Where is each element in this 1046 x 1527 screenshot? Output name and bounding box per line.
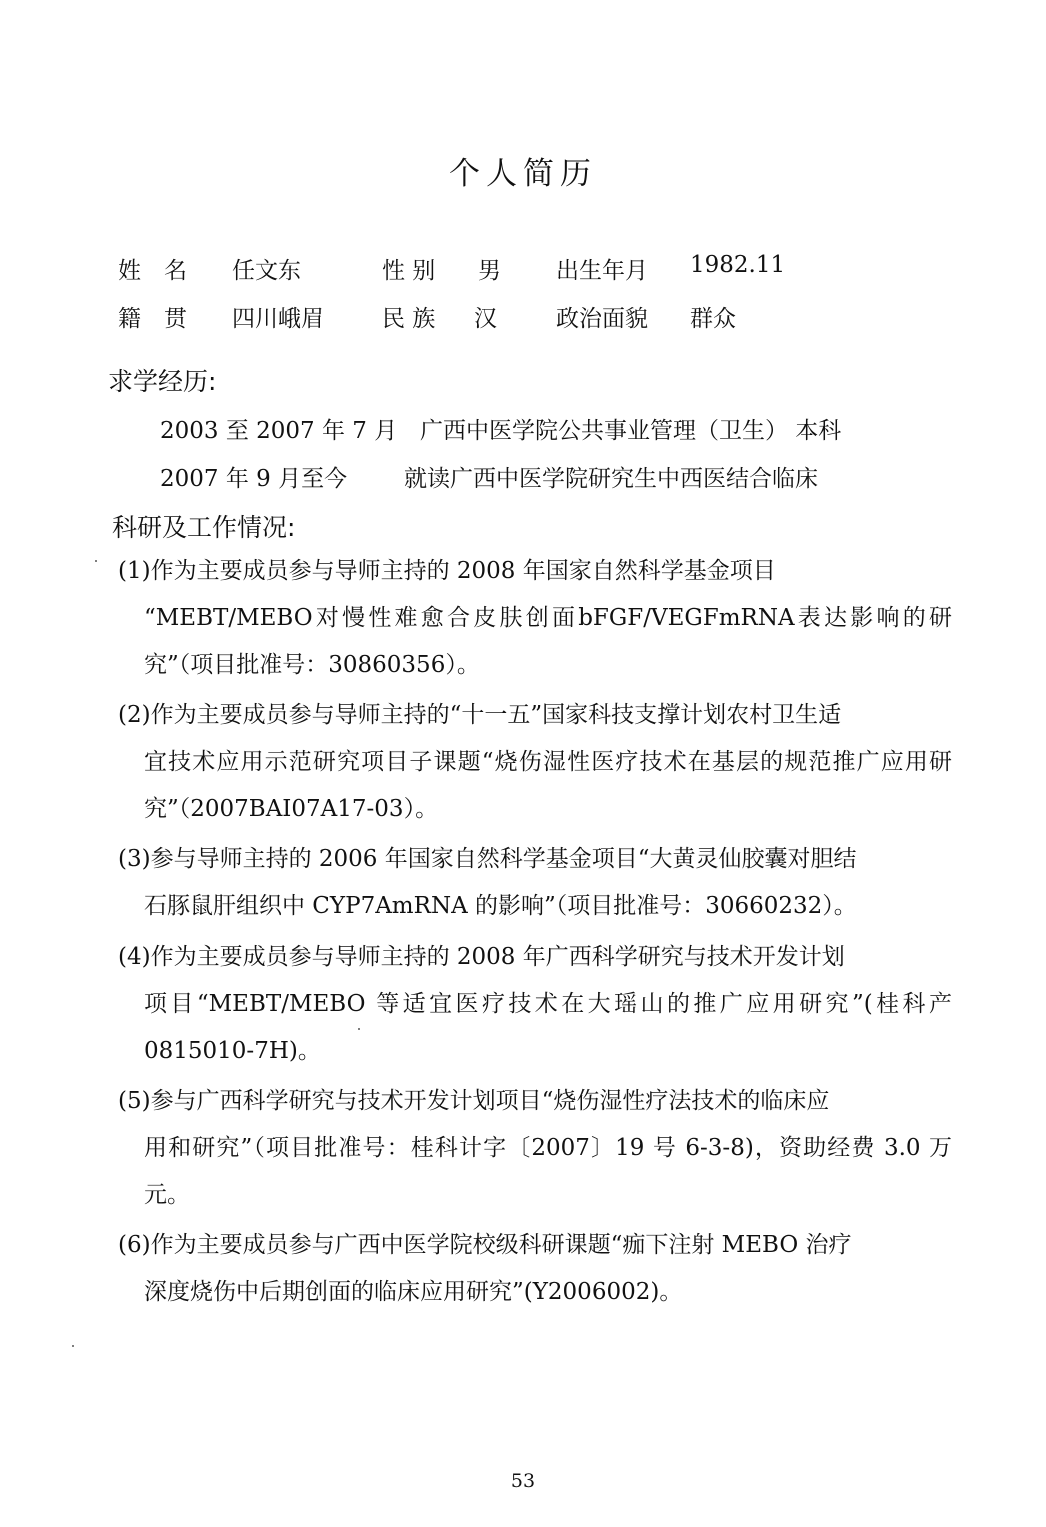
research-item-first-line: (5)参与广西科学研究与技术开发计划项目“烧伤湿性疗法技术的临床应 bbox=[118, 1088, 830, 1114]
education-period: 2003 至 2007 年 7 月 bbox=[160, 418, 398, 444]
birth-label: 出生年月 bbox=[556, 258, 648, 284]
scan-speck bbox=[358, 1028, 360, 1030]
birth-value: 1982.11 bbox=[690, 252, 786, 278]
research-item bbox=[118, 1078, 952, 1219]
research-heading: 科研及工作情况: bbox=[112, 513, 296, 542]
research-item-first-line: (6)作为主要成员参与广西中医学院校级科研课题“痂下注射 MEBO 治疗 bbox=[118, 1232, 852, 1258]
education-heading: 求学经历: bbox=[108, 367, 217, 396]
political-value: 群众 bbox=[690, 306, 736, 332]
page-title: 个人简历 bbox=[449, 156, 597, 192]
gender-label: 性 别 bbox=[382, 258, 436, 284]
scan-speck bbox=[72, 1345, 74, 1347]
research-item bbox=[118, 934, 952, 1075]
research-item-first-line: (2)作为主要成员参与导师主持的“十一五”国家科技支撑计划农村卫生适 bbox=[118, 702, 842, 728]
name-value: 任文东 bbox=[232, 258, 301, 284]
research-item bbox=[118, 836, 952, 930]
research-item-continuation: 项目“MEBT/MEBO 等适宜医疗技术在大瑶山的推广应用研究”(桂科产 0815010-7H)。 bbox=[144, 991, 952, 1064]
education-detail: 就读广西中医学院研究生中西医结合临床 bbox=[404, 466, 818, 492]
research-item-continuation: 深度烧伤中后期创面的临床应用研究”(Y2006002)。 bbox=[144, 1279, 683, 1305]
name-label: 姓 名 bbox=[118, 258, 187, 284]
page-number: 53 bbox=[510, 1470, 536, 1492]
research-item-continuation: “MEBT/MEBO对慢性难愈合皮肤创面bFGF/VEGFmRNA表达影响的研究”（项目批准号：30860356）。 bbox=[144, 605, 952, 678]
research-item-continuation: 宜技术应用示范研究项目子课题“烧伤湿性医疗技术在基层的规范推广应用研究”（2007BAI07A17-03）。 bbox=[144, 749, 952, 822]
political-label: 政治面貌 bbox=[556, 306, 648, 332]
scan-speck bbox=[95, 560, 97, 562]
research-item bbox=[118, 692, 952, 833]
ethnicity-label: 民 族 bbox=[382, 306, 436, 332]
research-item bbox=[118, 1222, 952, 1316]
origin-label: 籍 贯 bbox=[118, 306, 187, 332]
research-item bbox=[118, 548, 952, 689]
ethnicity-value: 汉 bbox=[474, 306, 497, 332]
education-period: 2007 年 9 月至今 bbox=[160, 466, 348, 492]
research-item-first-line: (4)作为主要成员参与导师主持的 2008 年广西科学研究与技术开发计划 bbox=[118, 944, 845, 970]
research-item-first-line: (3)参与导师主持的 2006 年国家自然科学基金项目“大黄灵仙胶囊对胆结 bbox=[118, 846, 857, 872]
research-item-first-line: (1)作为主要成员参与导师主持的 2008 年国家自然科学基金项目 bbox=[118, 558, 776, 584]
research-item-continuation: 用和研究”（项目批准号：桂科计字〔2007〕19 号 6-3-8)，资助经费 3.0 万元。 bbox=[144, 1135, 952, 1208]
education-detail: 广西中医学院公共事业管理（卫生） 本科 bbox=[420, 418, 842, 444]
research-item-continuation: 石豚鼠肝组织中 CYP7AmRNA 的影响”（项目批准号：30660232）。 bbox=[144, 893, 857, 919]
gender-value: 男 bbox=[478, 258, 501, 284]
origin-value: 四川峨眉 bbox=[232, 306, 324, 332]
